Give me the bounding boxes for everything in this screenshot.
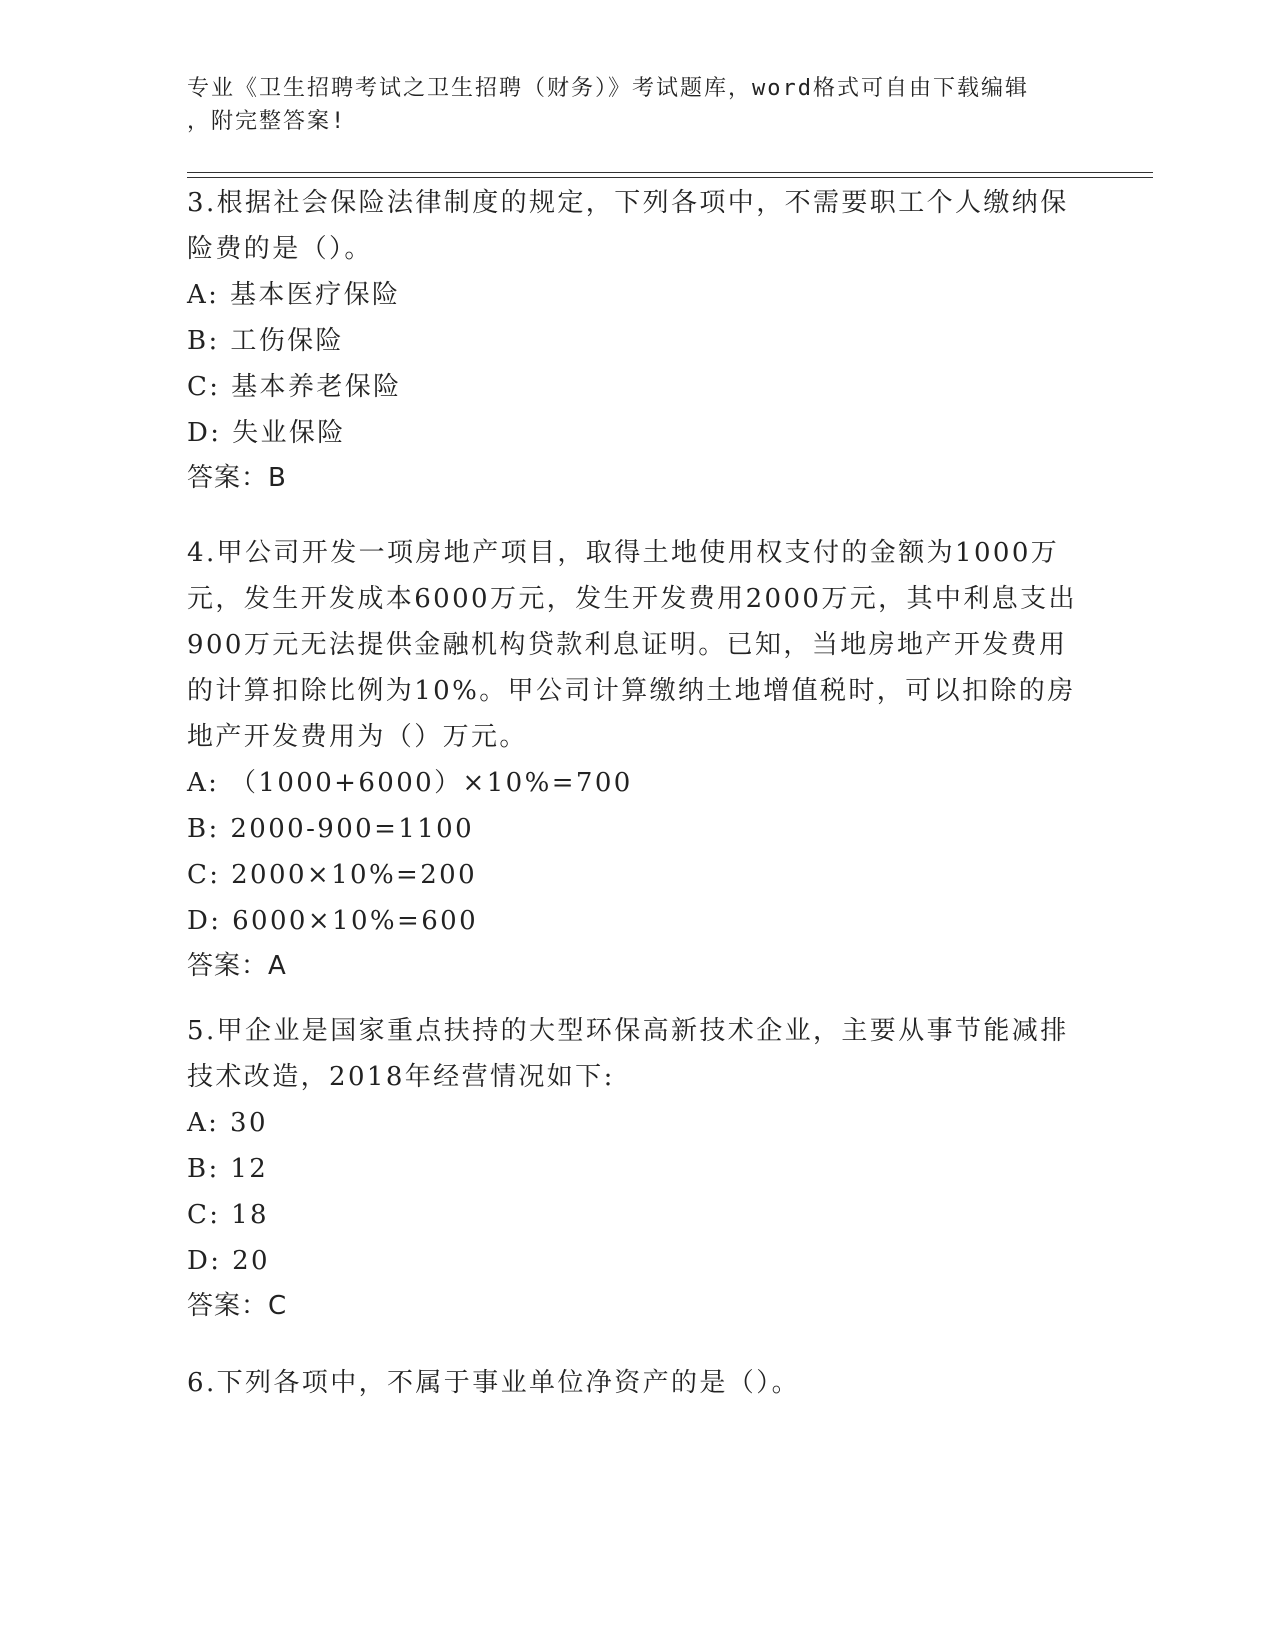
option-a: A: 30	[187, 1108, 268, 1138]
answer: 答案：A	[187, 951, 287, 981]
option-d: D: 6000×10%=600	[187, 906, 479, 936]
question-6	[187, 1360, 1087, 1406]
header-line-1: 专业《卫生招聘考试之卫生招聘（财务）》考试题库，word格式可自由下载编辑	[187, 76, 1029, 101]
option-a: A: （1000+6000）×10%=700	[187, 768, 633, 798]
header-line-2: ，附完整答案!	[187, 109, 347, 134]
option-d: D: 失业保险	[187, 418, 346, 448]
question-5	[187, 1008, 1087, 1328]
question-stem: 4.甲公司开发一项房地产项目，取得土地使用权支付的金额为1000万元，发生开发成本6000万元，发生开发费用2000万元，其中利息支出900万元无法提供金融机构贷款利息证明。已知，当地房地产开发费用的计算扣除比例为10%。甲公司计算缴纳土地增值税时，可以扣除的房地产开发费用为（）万元。	[187, 538, 1077, 752]
answer: 答案：C	[187, 1291, 288, 1321]
question-4	[187, 530, 1087, 988]
question-3	[187, 180, 1087, 500]
header-divider-top	[187, 172, 1153, 173]
answer: 答案：B	[187, 463, 287, 493]
option-d: D: 20	[187, 1246, 270, 1276]
document-header	[187, 72, 1067, 138]
option-b: B: 12	[187, 1154, 269, 1184]
question-stem: 5.甲企业是国家重点扶持的大型环保高新技术企业，主要从事节能减排技术改造，2018年经营情况如下:	[187, 1016, 1069, 1092]
question-stem: 3.根据社会保险法律制度的规定，下列各项中，不需要职工个人缴纳保险费的是（）。	[187, 188, 1069, 264]
header-divider-bottom	[187, 177, 1153, 178]
option-b: B: 2000-900=1100	[187, 814, 475, 844]
option-b: B: 工伤保险	[187, 326, 344, 356]
option-a: A: 基本医疗保险	[187, 280, 401, 310]
question-stem: 6.下列各项中，不属于事业单位净资产的是（）。	[187, 1368, 801, 1398]
option-c: C: 18	[187, 1200, 270, 1230]
option-c: C: 基本养老保险	[187, 372, 402, 402]
option-c: C: 2000×10%=200	[187, 860, 478, 890]
